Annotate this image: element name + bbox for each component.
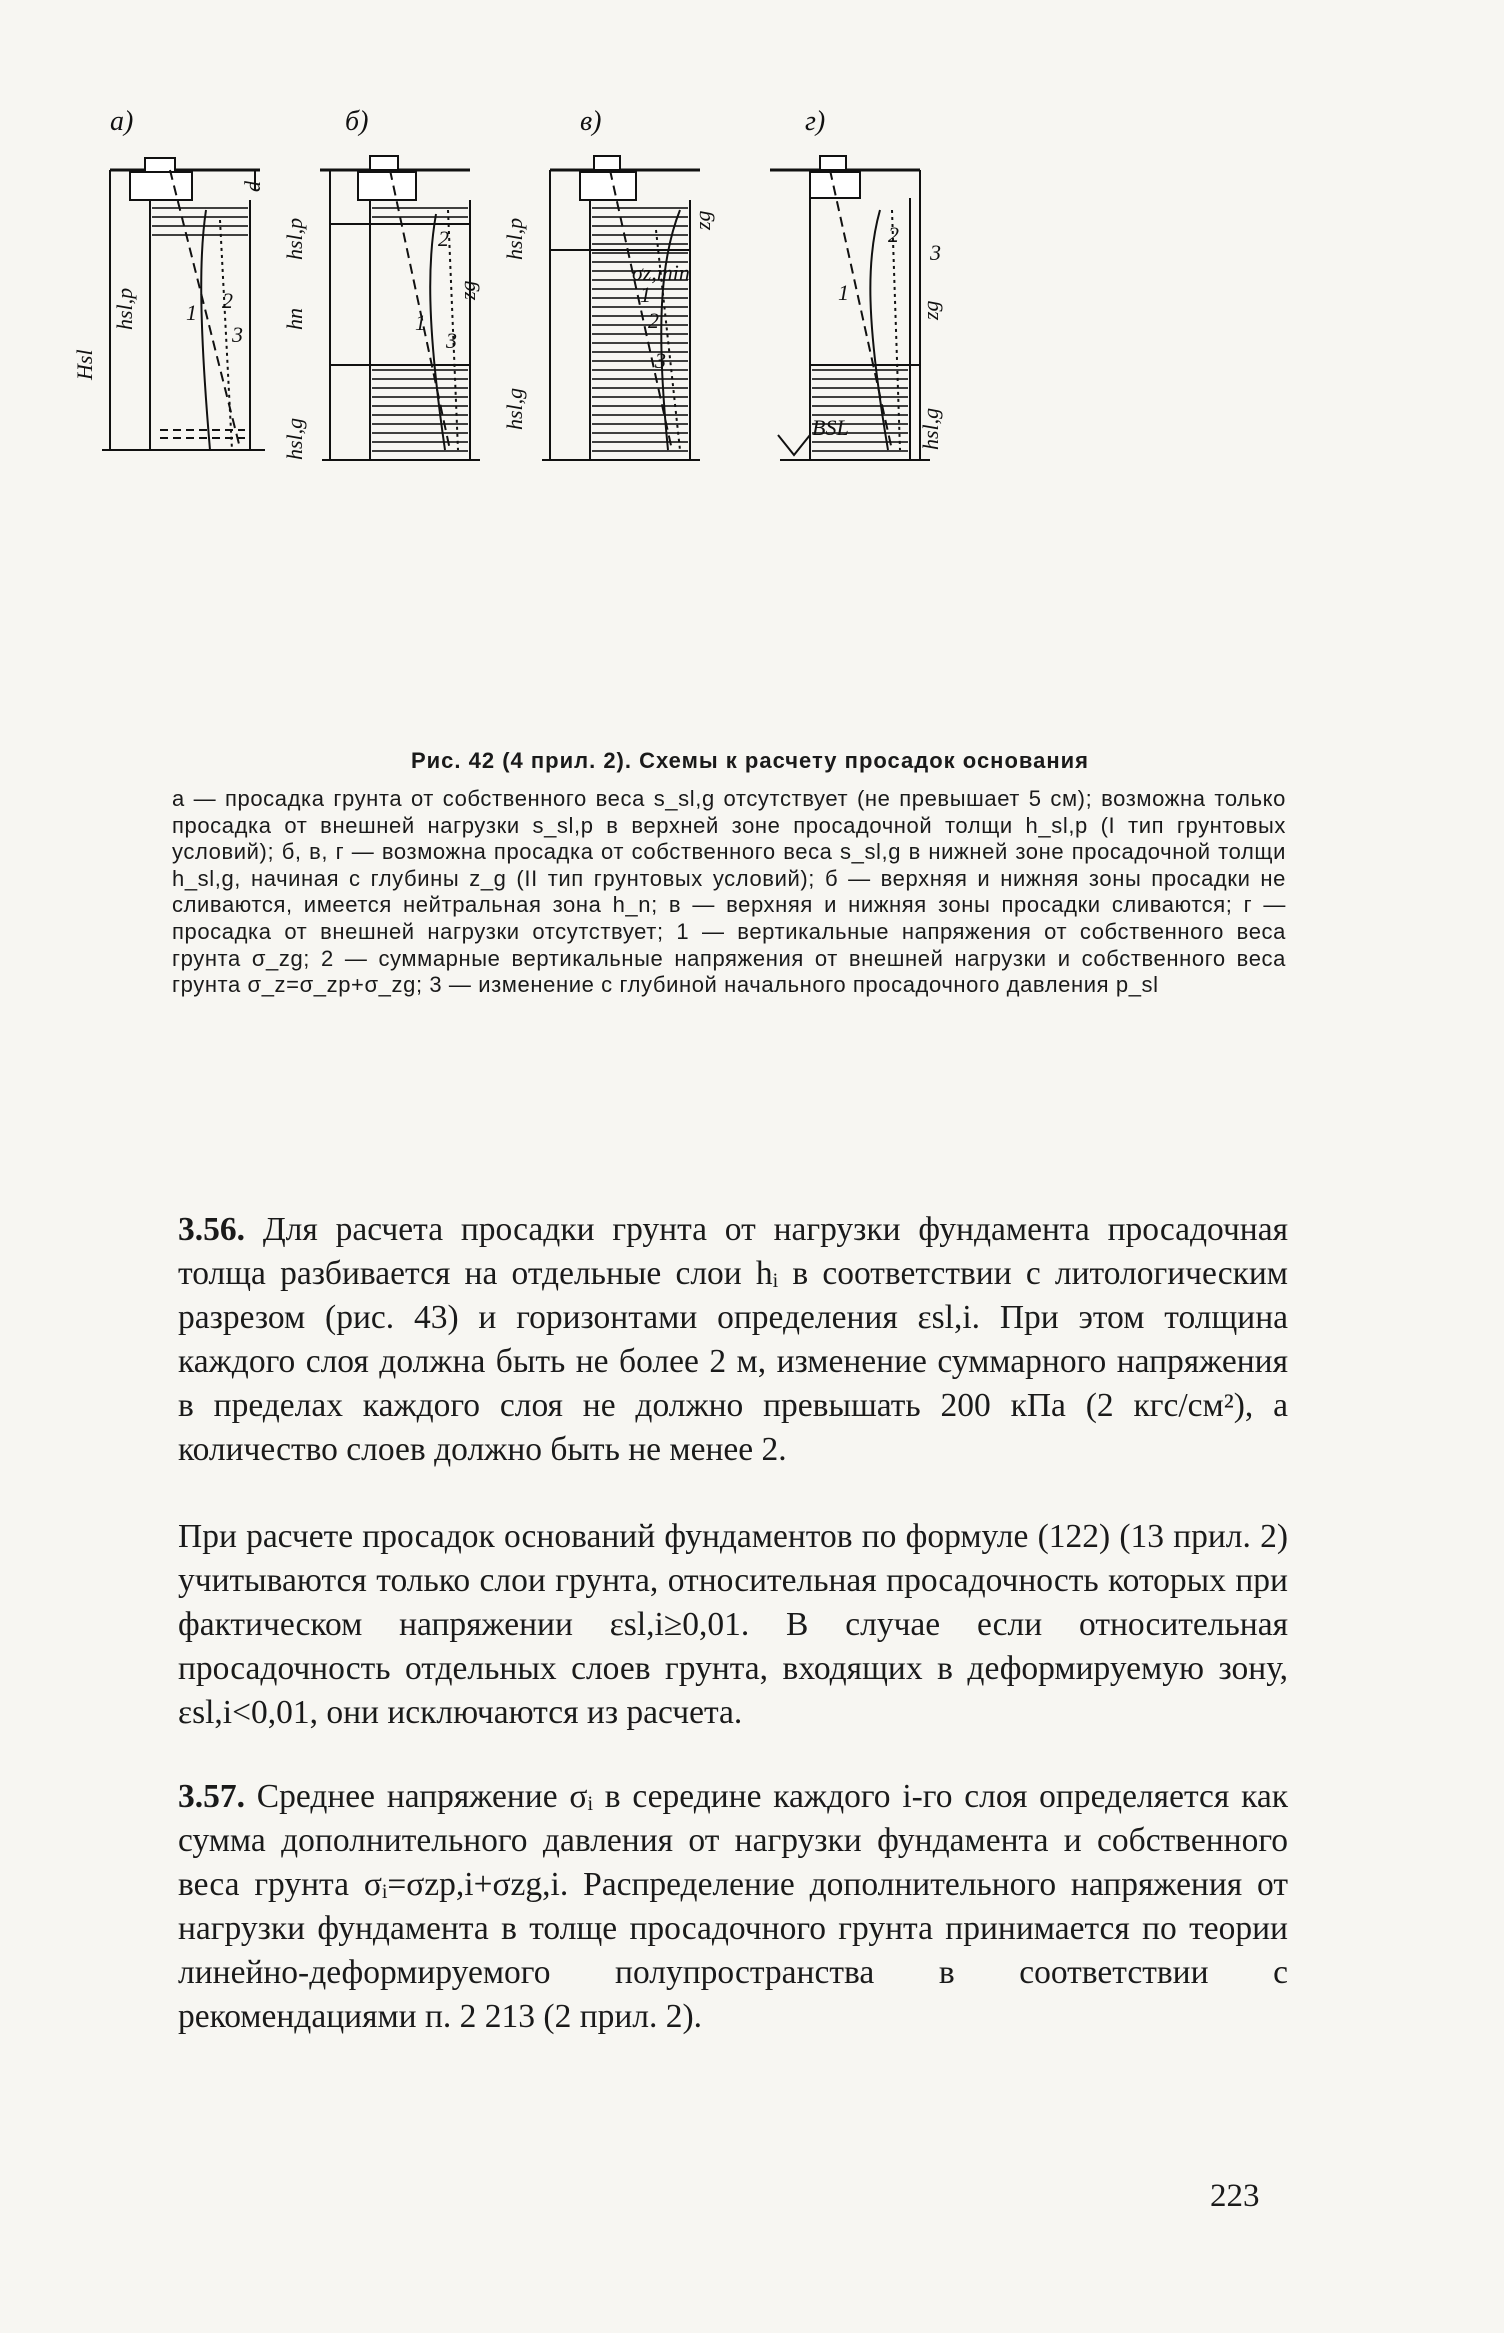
label-2-c: 2 [648, 308, 659, 333]
page-number: 223 [1210, 2178, 1260, 2214]
panel-b-diagram [320, 156, 480, 460]
label-zg-b: zg [455, 280, 480, 300]
figure-42 [72, 106, 1330, 710]
paragraph-formula-122 [178, 1515, 1288, 1735]
label-hsl-p-a: hsl,p [112, 287, 137, 330]
label-3-a: 3 [232, 322, 243, 347]
label-hn-b: hn [282, 308, 307, 330]
figure-caption-body: а — просадка грунта от собственного веса s_sl,g отсутствует (не превышает 5 см); возможна только просадка от внешней нагрузки s_sl,p в верхней зоне просадочной толщи h_sl,p (I тип грунтовых условий); б, в, г — возможна просадка от собственного веса s_sl,g в нижней зоне просадочной толщи h_sl,g, начиная с глубины z_g (II тип грунтовых условий); б — верхняя и нижняя зоны просадки не сливаются, имеется нейтральная зона h_n; в — верхняя и нижняя зоны просадки сливаются; г — просадка от внешней нагрузки отсутствует; 1 — вертикальные напряжения от собственного веса грунта σ_zg; 2 — суммарные вертикальные напряжения от внешней нагрузки и собственного веса грунта σ_z=σ_zp+σ_zg; 3 — изменение с глубиной начального просадочного давления p_sl [172, 786, 1286, 998]
panel-c-diagram [542, 156, 700, 460]
label-d: d [240, 181, 265, 192]
label-hsl-p-b: hsl,p [282, 217, 307, 260]
panel-d-label: г) [805, 106, 826, 137]
label-1-c: 1 [640, 282, 651, 307]
label-1-a: 1 [186, 300, 197, 325]
label-1-b: 1 [415, 310, 426, 335]
label-zg-d: zg [918, 300, 943, 320]
section-number-3-57: 3.57. [178, 1778, 245, 1815]
paragraph-3-57 [178, 1775, 1288, 2039]
label-2-a: 2 [222, 288, 233, 313]
panel-c-label: в) [580, 106, 602, 137]
label-1-d: 1 [838, 280, 849, 305]
label-2-d: 2 [888, 222, 899, 247]
section-number-3-56: 3.56. [178, 1211, 245, 1248]
panel-b-label: б) [345, 106, 369, 137]
label-hsl-a: Hsl [72, 349, 97, 380]
label-hsl-g-c: hsl,g [502, 387, 527, 430]
label-sigma-min-c: σz,min [632, 260, 690, 285]
label-3-b: 3 [446, 328, 457, 353]
paragraph-formula-122-text: При расчете просадок оснований фундаментов по формуле (122) (13 прил. 2) учитываются только слои грунта, относительная просадочность которых при фактическом напряжении εsl,i≥0,01. В случае если относительная просадочность отдельных слоев грунта, входящих в деформируемую зону, εsl,i<0,01, они исключаются из расчета. [178, 1518, 1288, 1731]
paragraph-3-57-text: Среднее напряжение σᵢ в середине каждого i-го слоя определяется как сумма дополнительного давления от нагрузки фундамента и собственного веса грунта σᵢ=σzp,i+σzg,i. Распределение дополнительного напряжения от нагрузки фундамента в толще просадочного грунта принимается по теории линейно-деформируемого полупространства в соответствии с рекомендациями п. 2 213 (2 прил. 2). [178, 1778, 1288, 2035]
panel-d-diagram [770, 156, 930, 460]
label-3-d: 3 [930, 240, 941, 265]
paragraph-3-56 [178, 1208, 1288, 1472]
label-zg-c: zg [690, 210, 715, 230]
label-3-c: 3 [655, 348, 666, 373]
label-hsl-p-c: hsl,p [502, 217, 527, 260]
paragraph-3-56-text: Для расчета просадки грунта от нагрузки фундамента просадочная толща разбивается на отдельные слои hᵢ в соответствии с литологическим разрезом (рис. 43) и горизонтами определения εsl,i. При этом толщина каждого слоя должна быть не более 2 м, изменение суммарного напряжения в пределах каждого слоя не должно превышать 200 кПа (2 кгс/см²), а количество слоев должно быть не менее 2. [178, 1211, 1288, 1468]
label-hsl-g-d: hsl,g [918, 407, 943, 450]
label-bsl-d: BSL [812, 415, 849, 440]
figure-caption-title: Рис. 42 (4 прил. 2). Схемы к расчету просадок основания [410, 748, 1090, 773]
label-hsl-g-b: hsl,g [282, 417, 307, 460]
panel-a-label: а) [110, 106, 134, 137]
label-2-b: 2 [438, 226, 449, 251]
